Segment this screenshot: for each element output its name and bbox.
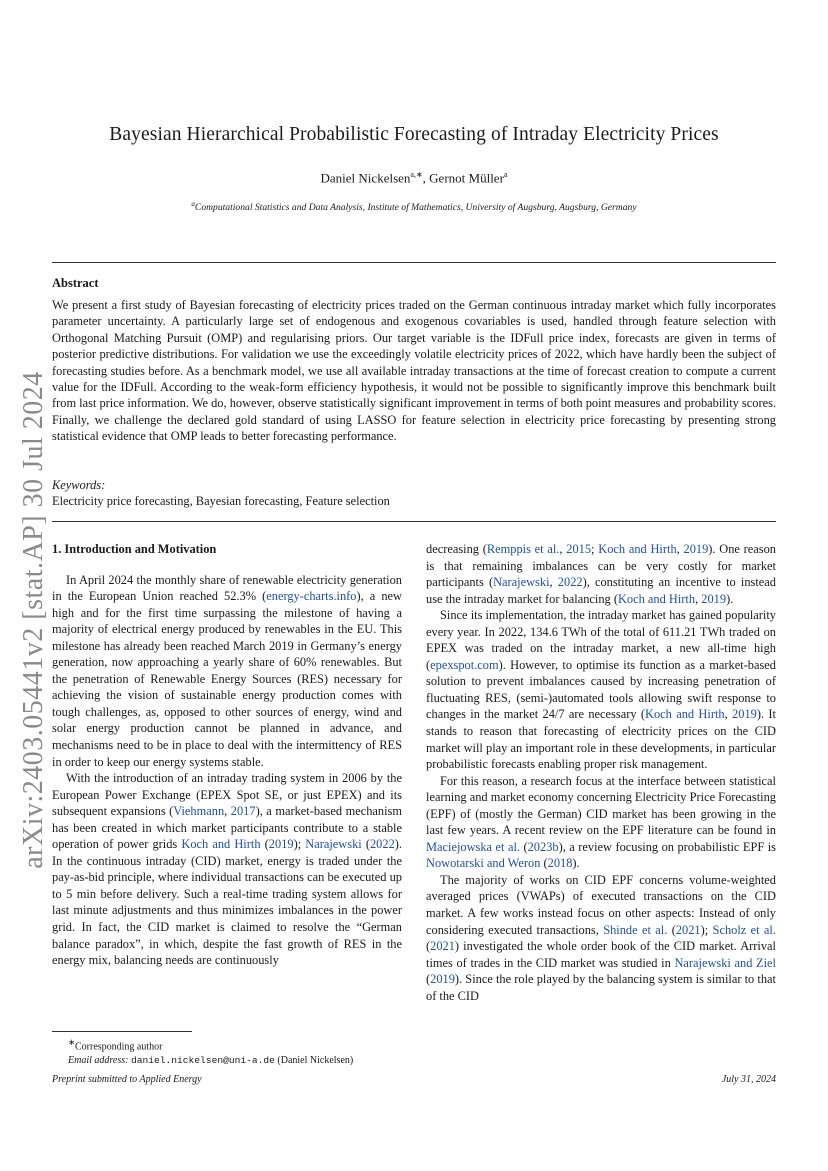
citation-link[interactable]: Maciejowska et al. xyxy=(426,839,520,854)
citation-link[interactable]: 2021 xyxy=(430,939,455,954)
citation-link[interactable]: Koch and Hirth xyxy=(598,542,677,556)
citation-link[interactable]: Koch and Hirth xyxy=(617,591,696,606)
affiliation xyxy=(0,200,828,213)
footer-date: July 31, 2024 xyxy=(721,1074,776,1085)
paragraph: In April 2024 the monthly share of renewable electricity generation in the European Union reached 52.3% (energy-charts.info), a new high and for the first time surpassing the milestone of having a majority of electrical energy produced by renewables in the EU. This milestone has already been reached March 2019 in Germany’s energy generation, now approaching a yearly share of 60% renewables. But the penetration of Renewable Energy Sources (RES) necessary for achieving the vision of sustainable energy production comes with tough challenges, as, opposed to other sources of energy, wind and solar energy production cannot be planned in advance, and mechanisms need to be in place to deal with the intermittency of RES in order to keep our energy systems stable. xyxy=(52,572,403,769)
citation-link[interactable]: Koch and Hirth xyxy=(645,707,725,722)
footnote-divider xyxy=(52,1031,192,1032)
citation-link[interactable]: Viehmann xyxy=(173,804,225,819)
citation-link[interactable]: 2023b xyxy=(527,839,559,854)
citation-link[interactable]: 2022 xyxy=(557,575,583,590)
citation-link[interactable]: Remppis et al. xyxy=(486,542,560,556)
citation-link[interactable]: 2018 xyxy=(547,856,573,871)
abstract-text: We present a first study of Bayesian forecasting of electricity prices traded on the German continuous intraday market which fully incorporates parameter uncertainty. A particularly large set of endogenous and exogenous covariables is used, handled through feature selection with Orthogonal Matching Pursuit (OMP) and regularising priors. Our target variable is the IDFull price index, forecasts are given in terms of posterior predictive distributions. For validation we use the exceedingly volatile electricity prices of 2022, which have hardly been the subject of forecasting studies before. As a benchmark model, we use all available intraday transactions at the time of forecast creation to compute a current value for the IDFull. According to the weak-form efficiency hypothesis, it would not be possible to significantly improve this benchmark built from last price information. We do, however, observe statistically significant improvement in terms of both point measures and probability scores. Finally, we challenge the declared gold standard of using LASSO for feature selection in electricity price forecasting by presenting strong statistical evidence that OMP leads to better forecasting performance. xyxy=(52,298,776,444)
footnote-email: Email address: daniel.nickelsen@uni-a.de (Daniel Nickelsen) xyxy=(68,1054,354,1066)
citation-link[interactable]: Narajewski xyxy=(305,837,362,852)
affiliation-mark: a xyxy=(191,200,195,208)
paper-title: Bayesian Hierarchical Probabilistic Forecasting of Intraday Electricity Prices xyxy=(109,124,719,145)
right-column xyxy=(426,541,776,1004)
citation-link[interactable]: 2021 xyxy=(675,922,701,937)
author-name: Daniel Nickelsen xyxy=(320,170,411,186)
paragraph: With the introduction of an intraday trading system in 2006 by the European Power Exchange (EPEX Spot SE, or just EPEX) and its subsequent expansions (Viehmann, 2017), a market-based mechanism has been created in which market participants contribute to a stable operation of power grids Koch and Hirth (2019); Narajewski (2022). In the continuous intraday (CID) market, energy is traded under the pay-as-bid principle, where individual transactions can be executed up to 5 min before delivery. Such a real-time trading system allows for last minute adjustments and thus minimizes imbalances in the power grid. In fact, the CID market is claimed to resolve the “German balance paradox”, in which, despite the fast growth of RES in the energy mix, balancing needs are continuously xyxy=(52,771,402,968)
author-affiliation-mark: a xyxy=(503,170,508,179)
footnote xyxy=(68,1036,353,1067)
citation-link[interactable]: 2019 xyxy=(701,591,727,606)
abstract-divider xyxy=(52,521,776,522)
paragraph: The majority of works on CID EPF concerns volume-weighted averaged prices (VWAPs) of executed transactions on the CID market. A few works instead focus on other aspects: Instead of only considering executed transactions, Shinde et al. (2021); Scholz et al. (2021) investigated the whole order book of the CID market. Arrival times of trades in the CID market was studied in Narajewski and Ziel (2019). Since the role played by the balancing system is similar to that of the CID xyxy=(426,872,776,1003)
citation-link[interactable]: 2019 xyxy=(732,707,757,722)
paragraph: Since its implementation, the intraday market has gained popularity every year. In 2022, 134.6 TWh of the total of 611.21 TWh traded on EPEX was traded on the intraday market, a new all-time high (epexspot.com). However, to optimise its function as a market-based solution to prevent imbalances caused by increasing penetration of fluctuating RES, (semi-)automated tools allowing swift response to changes in the market 24/7 are necessary (Koch and Hirth, 2019). It stands to reason that forecasting of electricity prices on the CID market will play an important role in these developments, in particular probabilistic forecasts enabling proper risk management. xyxy=(426,608,776,772)
top-divider xyxy=(52,262,776,263)
keywords-text: Electricity price forecasting, Bayesian forecasting, Feature selection xyxy=(52,494,390,508)
citation-link[interactable]: Koch and Hirth xyxy=(181,837,261,852)
citation-link[interactable]: 2019 xyxy=(430,972,455,987)
left-column xyxy=(52,541,402,969)
email-address[interactable]: daniel.nickelsen@uni-a.de xyxy=(130,1054,275,1066)
paragraph: For this reason, a research focus at the interface between statistical learning and market economy concerning Electricity Price Forecasting (EPF) of (mostly the German) CID market has been growing in the last few years. A recent review on the EPF literature can be found in Maciejowska et al. (2023b), a review focusing on probabilistic EPF is Nowotarski and Weron (2018). xyxy=(426,773,776,871)
arxiv-identifier-stamp: arXiv:2403.05441v2 [stat.AP] 30 Jul 2024 xyxy=(18,371,49,869)
citation-link[interactable]: energy-charts.info xyxy=(266,589,357,604)
citation-link[interactable]: Nowotarski and Weron xyxy=(426,856,541,871)
citation-link[interactable]: Narajewski xyxy=(493,575,550,590)
footnote-corresponding: ∗Corresponding author xyxy=(68,1038,163,1053)
author-affiliation-mark: a,∗ xyxy=(410,170,423,179)
author-separator: , xyxy=(422,170,430,186)
footer-journal: Preprint submitted to Applied Energy xyxy=(52,1074,202,1085)
author-line xyxy=(0,170,828,186)
citation-link[interactable]: 2017 xyxy=(230,804,256,819)
citation-link[interactable]: epexspot.com xyxy=(430,657,499,672)
affiliation-text: Computational Statistics and Data Analysis, Institute of Mathematics, University of Augsburg, Augsburg, Germany xyxy=(194,202,637,214)
citation-link[interactable]: 2019 xyxy=(683,542,709,556)
citation-link[interactable]: Narajewski and Ziel xyxy=(674,955,776,970)
paragraph: decreasing (Remppis et al., 2015; Koch and Hirth, 2019). One reason is that remaining imbalances can be very costly for market participants (Narajewski, 2022), constituting an incentive to instead use the intraday market for balancing (Koch and Hirth, 2019). xyxy=(426,542,776,606)
citation-link[interactable]: Shinde et al. xyxy=(603,922,668,937)
keywords-heading: Keywords: xyxy=(52,478,106,492)
section-heading: 1. Introduction and Motivation xyxy=(52,542,217,556)
author-name: Gernot Müller xyxy=(429,170,504,186)
citation-link[interactable]: 2015 xyxy=(566,542,592,556)
citation-link[interactable]: Scholz et al. xyxy=(712,922,776,937)
abstract-heading: Abstract xyxy=(52,276,99,290)
citation-link[interactable]: 2022 xyxy=(369,837,395,852)
citation-link[interactable]: 2019 xyxy=(268,837,294,852)
